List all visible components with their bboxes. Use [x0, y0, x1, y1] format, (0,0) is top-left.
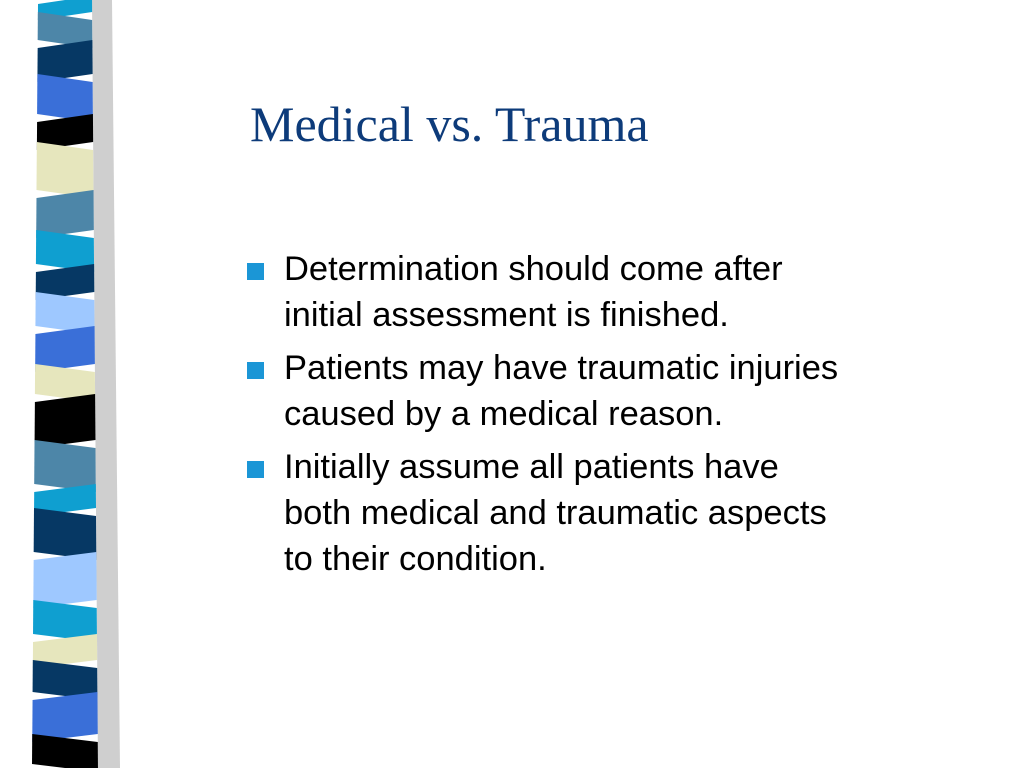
stripe-band	[35, 326, 95, 372]
square-bullet-icon	[247, 263, 264, 280]
bullet-item	[245, 246, 845, 338]
stripe-band	[34, 508, 97, 560]
slide-title: Medical vs. Trauma	[250, 96, 649, 152]
decorative-stripe-border	[0, 0, 130, 768]
bullet-item	[245, 345, 845, 437]
bullet-text: Patients may have traumatic injuries caused by a medical reason.	[284, 349, 839, 433]
stripe-band	[32, 692, 98, 742]
bullet-item	[245, 444, 845, 582]
bullet-list	[245, 246, 845, 589]
square-bullet-icon	[247, 362, 264, 379]
stripe-band	[36, 142, 93, 198]
stripe-band	[34, 440, 96, 492]
square-bullet-icon	[247, 461, 264, 478]
stripe-band	[35, 394, 96, 448]
stripe-band	[32, 734, 98, 768]
stripe-band	[37, 74, 93, 122]
bullet-text: Initially assume all patients have both medical and traumatic aspects to their condition.	[284, 448, 827, 578]
stripe-band	[33, 552, 96, 608]
stripe-band	[36, 190, 94, 238]
bullet-text: Determination should come after initial assessment is finished.	[284, 250, 783, 334]
